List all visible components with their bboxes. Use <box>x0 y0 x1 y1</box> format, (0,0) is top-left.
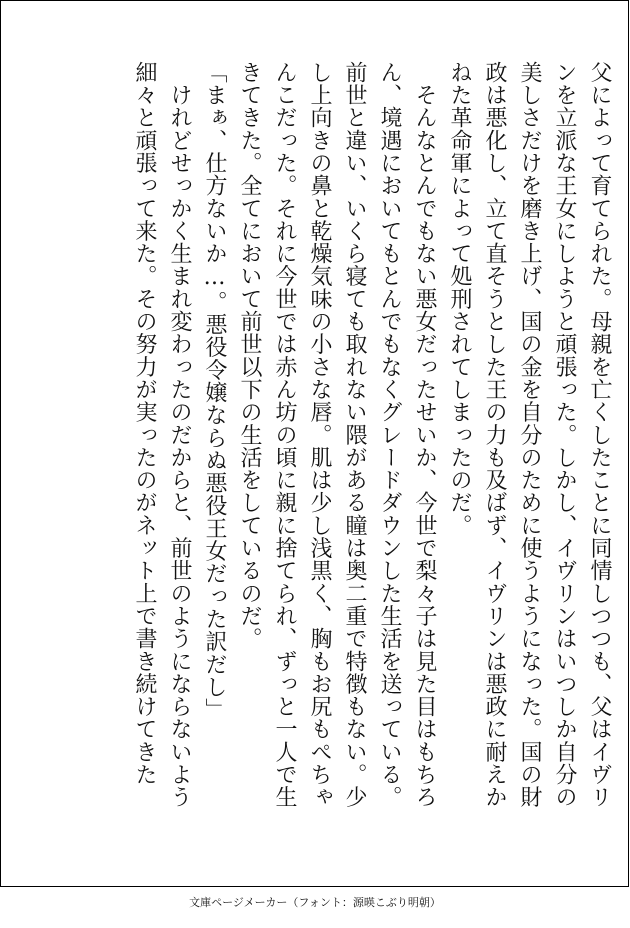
text-line: けれどせっかく生まれ変わったのだからと、前世のようにならないよう <box>167 61 192 809</box>
text-line: し上向きの鼻と乾燥気味の小さな唇。肌は少し浅黒く、胸もお尻もぺちゃ <box>307 61 332 809</box>
text-line: そんなとんでもない悪女だったせいか、今世で梨々子は見た目はもちろ <box>412 61 437 809</box>
text-line: んこだった。それに今世では赤ん坊の頃に親に捨てられ、ずっと一人で生 <box>272 61 297 809</box>
text-line: ンを立派な王女にしようと頑張った。しかし、イヴリンはいつしか自分の <box>552 61 577 809</box>
text-line: 美しさだけを磨き上げ、国の金を自分のために使うようになった。国の財 <box>517 61 542 809</box>
text-line: ん、境遇においてもとんでもなくグレードダウンした生活を送っている。 <box>377 61 402 809</box>
text-line: 細々と頑張って来た。その努力が実ったのがネット上で書き続けてきた <box>132 61 157 786</box>
text-line: 父によって育てられた。母親を亡くしたことに同情しつつも、父はイヴリ <box>587 61 612 809</box>
text-line: 「まぁ、仕方ないか…。悪役令嬢ならぬ悪役王女だった訳だし」 <box>202 61 227 721</box>
vertical-text-block <box>129 61 614 851</box>
text-line: 政は悪化し、立て直そうとした王の力も及ばず、イヴリンは悪政に耐えか <box>482 61 507 809</box>
footer-caption: 文庫ページメーカー（フォント：源暎こぶり明朝） <box>189 896 441 909</box>
text-line: ねた革命軍によって処刑されてしまったのだ。 <box>447 61 472 537</box>
text-line: きてきた。全てにおいて前世以下の生活をしているのだ。 <box>237 61 262 650</box>
text-line: 前世と違い、いくら寝ても取れない隈がある瞳は奥二重で特徴もない。少 <box>342 61 367 809</box>
